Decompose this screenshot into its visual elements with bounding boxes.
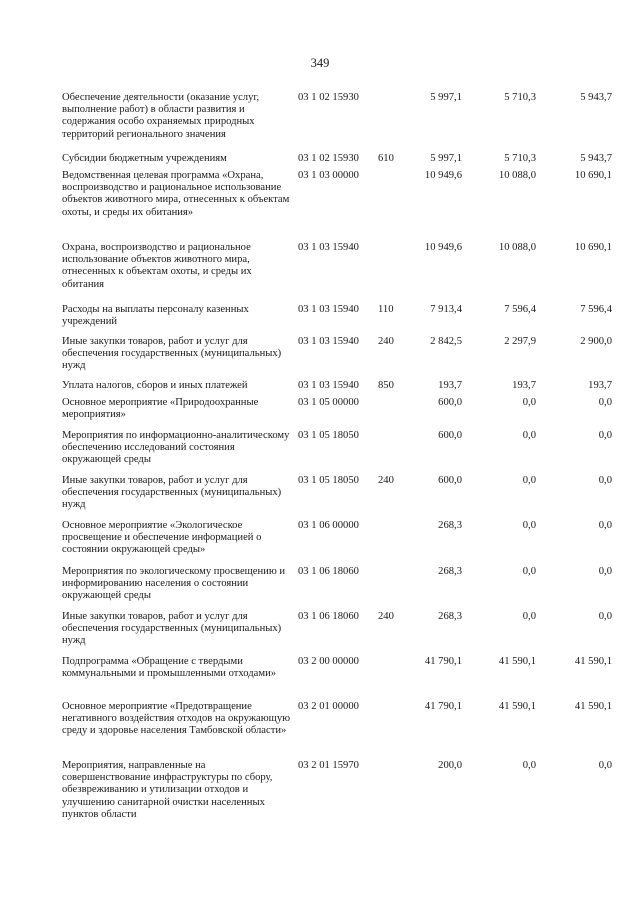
row-value-3: 193,7	[588, 380, 612, 391]
row-value-2: 0,0	[522, 611, 536, 622]
row-value-3: 0,0	[598, 475, 612, 486]
row-value-2: 41 590,1	[498, 656, 536, 667]
row-code: 03 1 06 00000	[298, 520, 359, 531]
row-name: Субсидии бюджетным учреждениям	[62, 153, 227, 164]
row-value-1: 193,7	[438, 380, 462, 391]
row-code: 03 1 02 15930	[298, 153, 359, 164]
row-name: Охрана, воспроизводство и рациональное использование объектов животного мира, отнесенных к объектам охоты, и среды их обитания	[62, 242, 252, 290]
row-value-2: 0,0	[522, 760, 536, 771]
row-expense-type: 240	[378, 611, 394, 622]
row-name: Расходы на выплаты персоналу казенных учреждений	[62, 304, 249, 328]
page-number: 349	[310, 56, 330, 70]
row-name: Мероприятия по информационно-аналитическому обеспечению исследований состояния окружающей среды	[62, 430, 290, 466]
row-code: 03 1 03 15940	[298, 380, 359, 391]
row-value-1: 200,0	[438, 760, 462, 771]
row-value-1: 5 997,1	[430, 153, 462, 164]
row-value-1: 5 997,1	[430, 92, 462, 103]
row-value-2: 2 297,9	[504, 336, 536, 347]
row-value-3: 5 943,7	[580, 92, 612, 103]
row-expense-type: 240	[378, 336, 394, 347]
row-code: 03 2 01 00000	[298, 701, 359, 712]
row-code: 03 2 01 15970	[298, 760, 359, 771]
row-code: 03 1 05 18050	[298, 475, 359, 486]
row-value-1: 268,3	[438, 566, 462, 577]
row-code: 03 1 03 15940	[298, 304, 359, 315]
row-code: 03 1 03 15940	[298, 242, 359, 253]
row-value-1: 41 790,1	[424, 656, 462, 667]
row-name: Мероприятия, направленные на совершенствование инфраструктуры по сбору, обезвреживанию и утилизации отходов и улучшению санитарной очистки населенных пунктов области	[62, 760, 273, 820]
row-value-3: 0,0	[598, 760, 612, 771]
row-value-2: 0,0	[522, 397, 536, 408]
row-value-1: 10 949,6	[424, 170, 462, 181]
row-name: Основное мероприятие «Экологическое просвещение и обеспечение информацией о состоянии окружающей среды»	[62, 520, 262, 556]
row-code: 03 1 06 18060	[298, 611, 359, 622]
row-value-3: 2 900,0	[580, 336, 612, 347]
row-value-2: 10 088,0	[498, 242, 536, 253]
row-value-1: 2 842,5	[430, 336, 462, 347]
row-value-3: 41 590,1	[574, 701, 612, 712]
row-name: Иные закупки товаров, работ и услуг для обеспечения государственных (муниципальных) нужд	[62, 475, 282, 511]
row-value-1: 7 913,4	[430, 304, 462, 315]
row-code: 03 1 03 15940	[298, 336, 359, 347]
row-expense-type: 240	[378, 475, 394, 486]
row-value-3: 7 596,4	[580, 304, 612, 315]
row-value-3: 0,0	[598, 397, 612, 408]
row-value-2: 0,0	[522, 430, 536, 441]
row-name: Обеспечение деятельности (оказание услуг, выполнение работ) в области развития и содержания особо охраняемых природных территорий регионального значения	[62, 92, 260, 140]
row-value-2: 41 590,1	[498, 701, 536, 712]
row-code: 03 1 05 18050	[298, 430, 359, 441]
row-code: 03 1 02 15930	[298, 92, 359, 103]
row-expense-type: 850	[378, 380, 394, 391]
row-expense-type: 610	[378, 153, 394, 164]
row-value-2: 7 596,4	[504, 304, 536, 315]
row-value-2: 5 710,3	[504, 92, 536, 103]
row-code: 03 1 03 00000	[298, 170, 359, 181]
row-value-2: 193,7	[512, 380, 536, 391]
row-value-3: 5 943,7	[580, 153, 612, 164]
row-value-1: 268,3	[438, 611, 462, 622]
row-name: Основное мероприятие «Природоохранные мероприятия»	[62, 397, 259, 421]
row-value-1: 10 949,6	[424, 242, 462, 253]
row-value-1: 41 790,1	[424, 701, 462, 712]
row-value-3: 0,0	[598, 566, 612, 577]
row-value-3: 0,0	[598, 520, 612, 531]
row-value-2: 0,0	[522, 566, 536, 577]
row-expense-type: 110	[378, 304, 394, 315]
row-code: 03 2 00 00000	[298, 656, 359, 667]
row-name: Иные закупки товаров, работ и услуг для обеспечения государственных (муниципальных) нужд	[62, 336, 282, 372]
row-value-2: 5 710,3	[504, 153, 536, 164]
row-name: Ведомственная целевая программа «Охрана, воспроизводство и рациональное использование объектов животного мира, отнесенных к объектам охоты, и среды их обитания»	[62, 170, 290, 218]
row-value-3: 0,0	[598, 611, 612, 622]
row-value-3: 0,0	[598, 430, 612, 441]
row-value-1: 600,0	[438, 475, 462, 486]
row-name: Уплата налогов, сборов и иных платежей	[62, 380, 248, 391]
row-value-1: 600,0	[438, 397, 462, 408]
row-value-2: 10 088,0	[498, 170, 536, 181]
row-value-3: 10 690,1	[574, 170, 612, 181]
row-name: Основное мероприятие «Предотвращение негативного воздействия отходов на окружающую среду и здоровье населения Тамбовской области»	[62, 701, 291, 737]
row-name: Мероприятия по экологическому просвещению и информированию населения о состоянии окружающей среды	[62, 566, 286, 602]
row-value-3: 41 590,1	[574, 656, 612, 667]
row-value-1: 268,3	[438, 520, 462, 531]
row-code: 03 1 06 18060	[298, 566, 359, 577]
row-value-2: 0,0	[522, 475, 536, 486]
row-value-1: 600,0	[438, 430, 462, 441]
row-value-3: 10 690,1	[574, 242, 612, 253]
row-name: Подпрограмма «Обращение с твердыми коммунальными и промышленными отходами»	[62, 656, 277, 680]
row-value-2: 0,0	[522, 520, 536, 531]
row-name: Иные закупки товаров, работ и услуг для обеспечения государственных (муниципальных) нужд	[62, 611, 282, 647]
row-code: 03 1 05 00000	[298, 397, 359, 408]
